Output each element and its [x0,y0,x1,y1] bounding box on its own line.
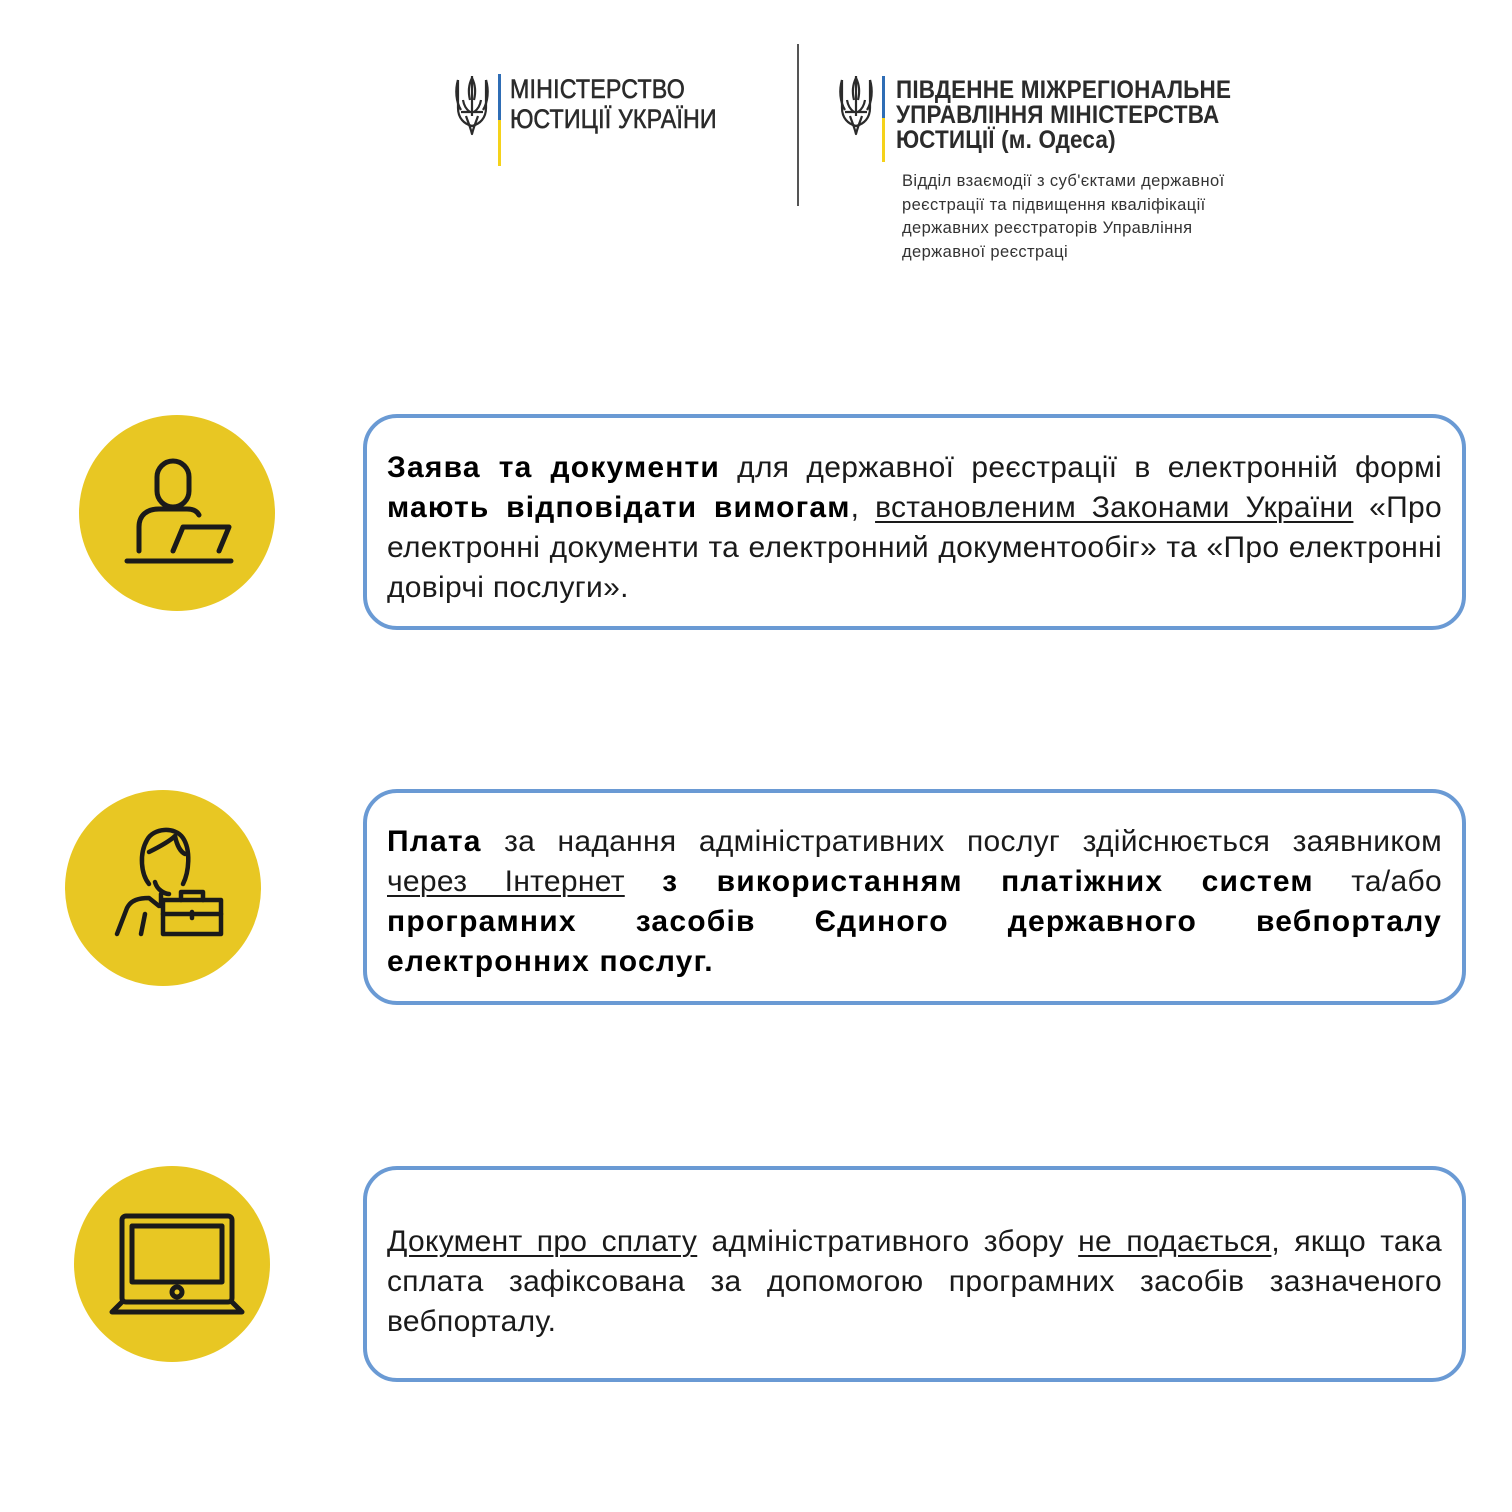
regional-office-name-line: ПІВДЕННЕ МІЖРЕГІОНАЛЬНЕ [896,76,1232,104]
ministry-name-line: ЮСТИЦІЇ УКРАЇНИ [510,104,717,134]
header-divider [797,44,799,206]
card-text [387,448,1442,608]
text-regular: «Про електронні документи та електронний документообіг» та «Про електронні довірчі послуги». [387,491,1442,604]
text-bold: мають відповідати вимогам [387,491,851,524]
text-regular: , [850,491,876,524]
info-card [363,789,1466,1005]
person-laptop-icon [79,415,275,611]
card-text [387,1222,1442,1342]
text-underlined: не подається [1078,1225,1272,1258]
laptop-icon [74,1166,280,1372]
text-underlined: Документ про сплату [387,1225,698,1258]
department-name-line: державної реєстраці [902,242,1069,261]
logo-blue-bar [498,74,501,120]
text-underlined: через Інтернет [387,865,625,898]
ministry-name [510,74,717,134]
logo-yellow-bar [882,118,885,162]
department-name-line: Відділ взаємодії з суб'єктами державної [902,172,1225,190]
department-name-line: державних реєстраторів Управління [902,219,1193,237]
icon-circle [79,415,275,611]
text-regular: , якщо така сплата зафіксована за допомогою програмних засобів зазначеного вебпорталу. [387,1225,1442,1338]
info-card [363,414,1466,630]
trident-icon [836,72,876,142]
ministry-name-line: МІНІСТЕРСТВО [510,74,685,104]
icon-circle [74,1166,270,1362]
department-name [902,170,1225,264]
text-regular: та/або [1313,865,1442,898]
woman-briefcase-icon [65,790,261,986]
trident-icon [452,72,492,142]
text-regular: за надання адміністративних послуг здійснюється заявником [481,825,1442,858]
text-regular: адміністративного збору [697,1225,1079,1258]
regional-office-name [896,78,1231,153]
info-card [363,1166,1466,1382]
card-text [387,822,1442,982]
text-bold: Заява та документи [387,451,721,484]
logo-yellow-bar [498,120,501,166]
logo-blue-bar [882,76,885,118]
text-bold: з використанням платіжних систем [662,865,1314,898]
text-bold: програмних засобів Єдиного державного вебпорталу електронних послуг. [387,905,1442,978]
text-regular [625,865,662,898]
text-underlined: встановленим Законами України [875,491,1354,524]
text-bold: Плата [387,825,482,858]
icon-circle [65,790,261,986]
regional-office-name-line: УПРАВЛІННЯ МІНІСТЕРСТВА [896,101,1220,129]
department-name-line: реєстрації та підвищення кваліфікації [902,195,1206,214]
regional-office-name-line: ЮСТИЦІЇ (м. Одеса) [896,126,1116,154]
text-regular: для державної реєстрації в електронній формі [720,451,1443,484]
